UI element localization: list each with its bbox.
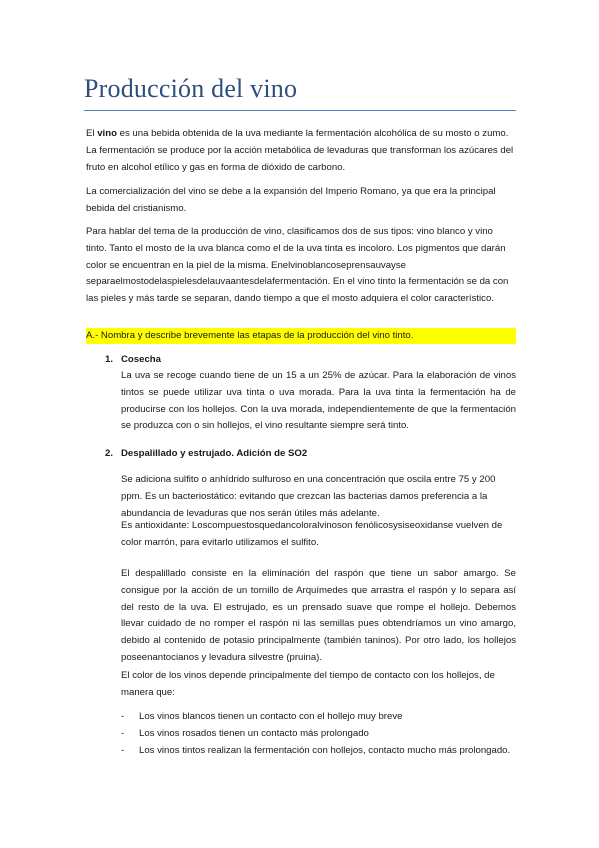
color-bullet-list <box>121 709 516 759</box>
section-1-number: 1. <box>105 354 114 365</box>
section-1-heading: Cosecha <box>121 354 161 365</box>
bullet-item <box>121 709 516 726</box>
bullet-text: Los vinos blancos tienen un contacto con el hollejo muy breve <box>139 711 403 722</box>
intro-p1-after: es una bebida obtenida de la uva mediante la fermentación alcohólica de su mosto o zumo. La fermentación se produce por la acción metabólica de levaduras que transforman los azúcares del fruto en alcohol etílico y gas en forma de dióxido de carbono. <box>86 128 514 173</box>
section-2-paragraph-1: Se adiciona sulfito o anhídrido sulfuroso en una concentración que oscila entre 75 y 200 ppm. Es un bacteriostático: evitando que crezcan las bacterias damos preferencia a la abundancia de levaduras que nos serán útiles más adelante. <box>121 474 496 519</box>
section-2-paragraph-2: El despalillado consiste en la eliminación del raspón que tiene un sabor amargo. Se consigue por la acción de un tornillo de Arquímedes que arrastra el raspón y lo separa así del resto de la uva. El estrujado, es un prensado suave que rompe el hollejo. Debemos llevar cuidado de no romper el raspón ni las semillas pues obtendríamos un vino amargo, debido al contenido de potasio principalmente (también taninos). Por otro lado, los hollejos poseenantocianos y levadura silvestre (pruina). <box>121 568 516 663</box>
section-2-paragraph-3: El color de los vinos depende principalmente del tiempo de contacto con los hollejos, de manera que: <box>121 670 495 698</box>
bullet-item <box>121 726 516 743</box>
bullet-dash: - <box>121 744 125 756</box>
bullet-dash: - <box>121 711 125 722</box>
bullet-text: Los vinos tintos realizan la fermentación con hollejos, contacto mucho más prolongado. <box>139 744 511 756</box>
section-2-heading: Despalillado y estrujado. Adición de SO2 <box>121 448 308 459</box>
question-highlight: A.- Nombra y describe brevemente las etapas de la producción del vino tinto. <box>86 328 516 344</box>
document-title: Producción del vino <box>84 74 298 103</box>
intro-bold-word: vino <box>97 128 117 139</box>
section-2-number: 2. <box>105 448 114 459</box>
bullet-dash: - <box>121 727 125 739</box>
section-1-text: La uva se recoge cuando tiene de un 15 a un 25% de azúcar. Para la elaboración de vinos tintos se puede utilizar uva tinta o uva morada. Para la uva tinta la fermentación ha de producirse con los hollejos. Con la uva morada, independientemente de que la fermentación se produzca con o sin hollejos, el vino resultante siempre será tinto. <box>121 370 516 432</box>
section-2-paragraph-1b: Es antioxidante: Loscompuestosquedancoloralvinoson fenólicosysiseoxidanse vuelven de color marrón, para evitarlo utilizamos el sulfito. <box>121 520 503 548</box>
intro-paragraph-3: Para hablar del tema de la producción de vino, clasificamos dos de sus tipos: vino blanco y vino tinto. Tanto el mosto de la uva blanca como el de la uva tinta es incoloro. Los pigmentos que darán color se encuentran en la piel de la misma. Enelvinoblancoseprensauvayse separaelmostodelaspielesdelauvaantesdelafermentación. En el vino tinto la fermentación se da con las pieles y más tarde se separan, dando tiempo a que el mosto adquiera el color característico. <box>86 226 509 305</box>
bullet-item <box>121 743 516 760</box>
intro-paragraph-1 <box>86 126 516 176</box>
intro-paragraph-2: La comercialización del vino se debe a la expansión del Imperio Romano, ya que era la principal bebida del cristianismo. <box>86 186 496 214</box>
title-underline <box>84 110 516 111</box>
bullet-text: Los vinos rosados tienen un contacto más prolongado <box>139 727 369 739</box>
intro-p1-before: El <box>86 128 98 139</box>
